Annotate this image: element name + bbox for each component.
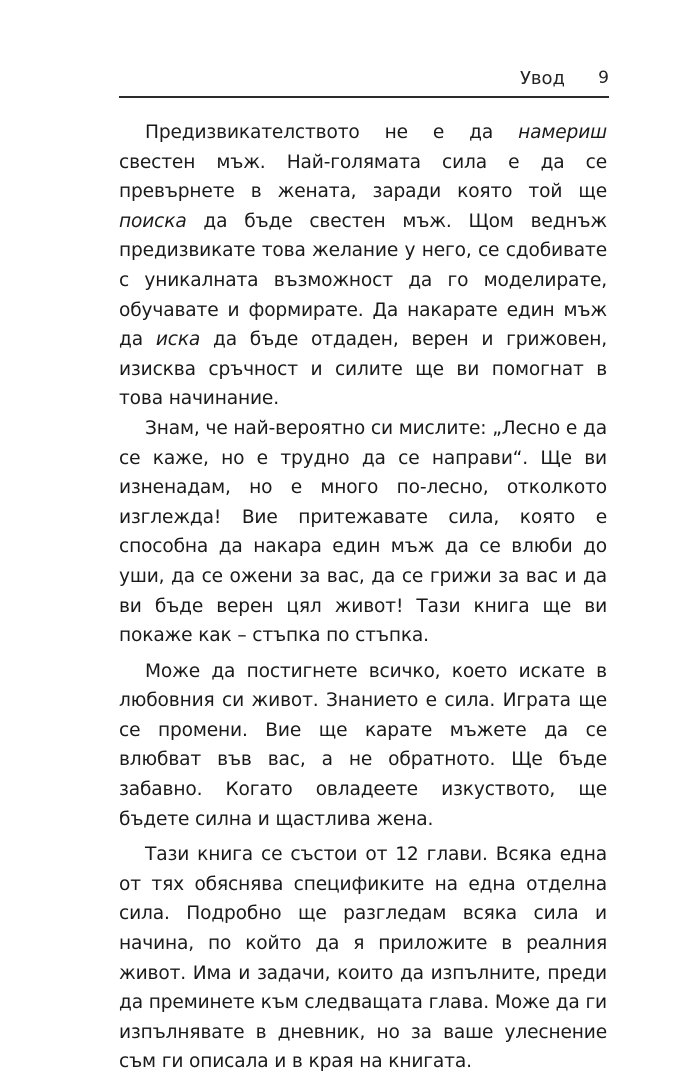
text-segment: свестен мъж. Най-голямата сила е да се превърнете в жената, заради която той ще [119, 151, 607, 203]
text-segment: да бъде отдаден, верен и грижовен, изисква сръчност и силите ще ви помогнат в това начинание. [119, 329, 608, 410]
text-segment: да бъде свестен мъж. Щом веднъж предизвикате това желание у него, се сдобивате с уникалната възможност да го моделирате, обучавате и формирате. Да накарате един мъж да [119, 210, 607, 351]
page-number: 9 [598, 68, 609, 88]
text-segment: Знам, че най-вероятно си мислите: „Лесно е да се каже, но е трудно да се направи“. Ще ви изненадам, но е много по-лесно, отколкото изглежда! Вие притежавате сила, която е способна да накара един мъж да се влюби до уши, да се ожени за вас, да се грижи за вас и да ви бъде верен цял живот! Тази книга ще ви покаже как – стъпка по стъпка. [119, 417, 607, 647]
italic-segment: поиска [119, 210, 187, 232]
paragraph [119, 840, 607, 1077]
body-text [119, 118, 607, 1077]
paragraph [119, 118, 607, 414]
italic-segment: намериш [518, 122, 607, 143]
paragraph [119, 657, 607, 835]
header-rule [119, 96, 609, 98]
paragraph [119, 414, 607, 651]
text-segment: Тази книга се състои от 12 глави. Всяка една от тях обяснява спецификите на една отделна сила. Подробно ще разгледам всяка сила и начина, по който да я приложите в реалния живот. Има и задачи, които да изпълните, преди да преминете към следващата глава. Може да ги изпълнявате в дневник, но за ваше улеснение съм ги описала и в края на книгата. [119, 844, 607, 1073]
text-segment: Може да постигнете всичко, което искате в любовния си живот. Знанието е сила. Играта ще се промени. Вие ще карате мъжете да се влюбват във вас, а не обратното. Ще бъде забавно. Когато овладеете изкуството, ще бъдете силна и щастлива жена. [119, 660, 607, 830]
text-segment: Предизвикателството не е да [145, 122, 519, 143]
chapter-title: Увод [519, 68, 565, 89]
italic-segment: иска [155, 329, 201, 351]
running-head [119, 66, 609, 94]
